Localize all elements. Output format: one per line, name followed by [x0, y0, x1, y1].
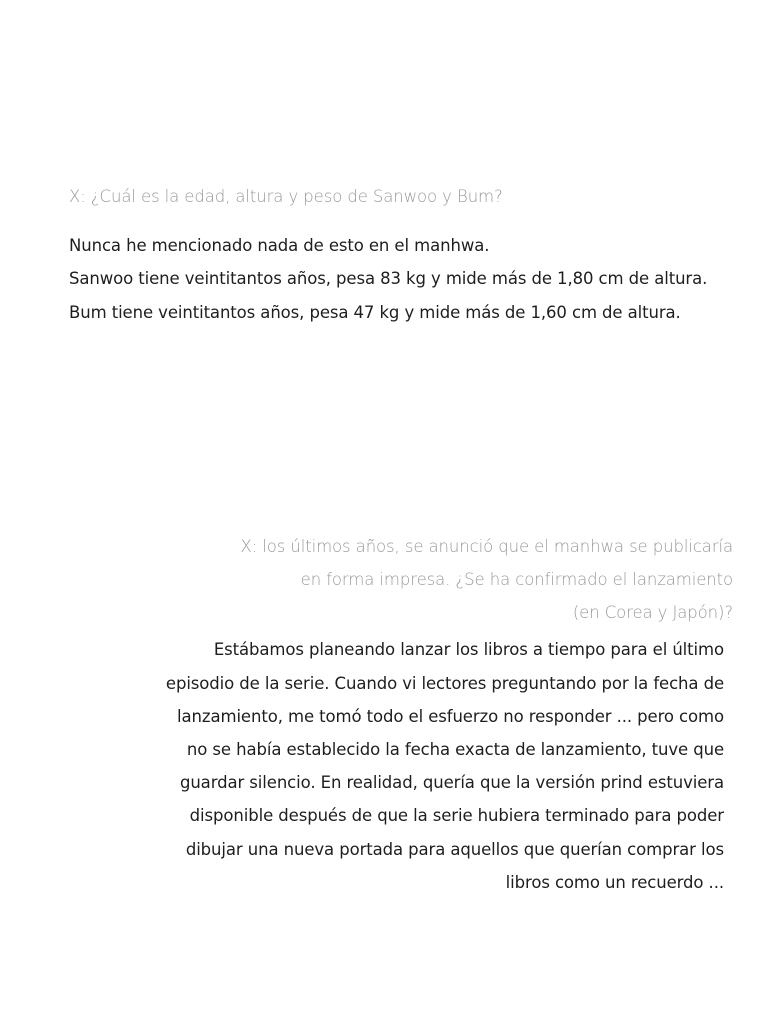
question-1: X: ¿Cuál es la edad, altura y peso de Sanwoo y Bum?	[69, 187, 503, 206]
answer-2-line-8: libros como un recuerdo ...	[505, 873, 724, 892]
question-2-line-3: (en Corea y Japón)?	[572, 603, 733, 622]
answer-1-line-2: Sanwoo tiene veintitantos años, pesa 83 kg y mide más de 1,80 cm de altura.	[69, 269, 708, 288]
question-2-line-2: en forma impresa. ¿Se ha confirmado el lanzamiento	[300, 570, 733, 589]
answer-1-line-3: Bum tiene veintitantos años, pesa 47 kg y mide más de 1,60 cm de altura.	[69, 303, 681, 322]
answer-2-line-2: episodio de la serie. Cuando vi lectores preguntando por la fecha de	[165, 674, 724, 693]
answer-2-line-6: disponible después de que la serie hubiera terminado para poder	[189, 806, 724, 825]
answer-2-line-7: dibujar una nueva portada para aquellos que querían comprar los	[185, 840, 724, 859]
answer-2-line-4: no se había establecido la fecha exacta de lanzamiento, tuve que	[186, 740, 724, 759]
question-2-line-1: X: los últimos años, se anunció que el manhwa se publicaría	[240, 537, 733, 556]
answer-2-line-5: guardar silencio. En realidad, quería que la versión prind estuviera	[179, 773, 724, 792]
answer-1-line-1: Nunca he mencionado nada de esto en el manhwa.	[69, 236, 490, 255]
answer-2-line-3: lanzamiento, me tomó todo el esfuerzo no responder ... pero como	[177, 707, 724, 726]
answer-2-line-1: Estábamos planeando lanzar los libros a tiempo para el último	[213, 640, 724, 659]
